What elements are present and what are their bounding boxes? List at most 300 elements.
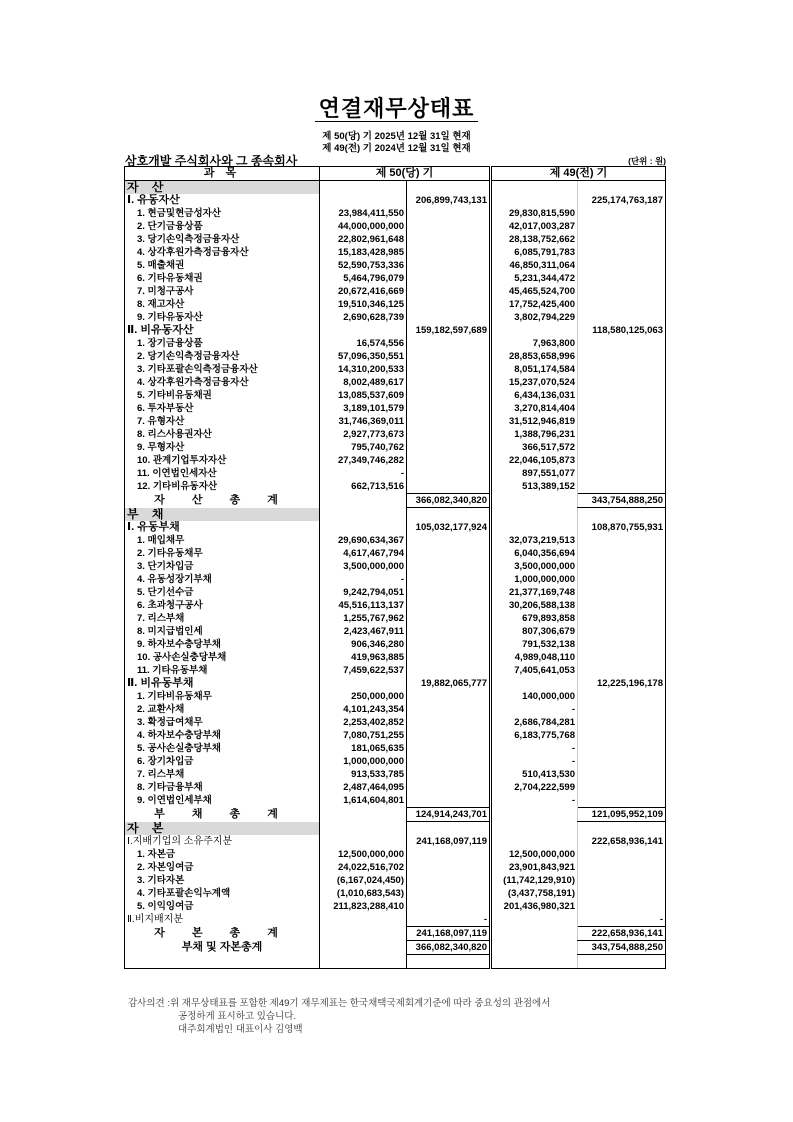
cell: [407, 415, 491, 428]
audit-opinion-line-3: 대주회계법인 대표이사 김영백: [178, 1024, 303, 1035]
line-item-prior: 6,085,791,783: [491, 246, 578, 259]
cell: [407, 794, 491, 808]
line-item-row: [125, 311, 666, 324]
line-item-prior: 3,802,794,229: [491, 311, 578, 324]
total-liabilities-row: [125, 808, 666, 822]
cell: [578, 625, 666, 638]
cell: [578, 207, 666, 220]
cell: [407, 573, 491, 586]
equity-section-row: [125, 822, 666, 836]
closing-cell: [578, 955, 666, 969]
line-item-label: 3. 기타포괄손익측정금융자산: [125, 363, 320, 376]
line-item-prior: 22,046,105,873: [491, 454, 578, 467]
line-item-row: [125, 573, 666, 586]
grand-total-current: 366,082,340,820: [407, 941, 491, 955]
line-item-current: 2,423,467,911: [320, 625, 407, 638]
line-item-row: [125, 363, 666, 376]
line-item-label: 2. 단기금융상품: [125, 220, 320, 233]
cell: [491, 677, 578, 690]
total-label: 자 산 총 계: [125, 494, 320, 508]
cell: [578, 181, 666, 195]
line-item-label: 7. 유형자산: [125, 415, 320, 428]
line-item-current: 57,096,350,551: [320, 350, 407, 363]
line-item-current: 24,022,516,702: [320, 861, 407, 874]
cell: [320, 494, 407, 508]
line-item-row: [125, 272, 666, 285]
cell: [407, 246, 491, 259]
section-label: 자 산: [125, 181, 320, 195]
prior-period: 제 49(전) 기 2024년 12월 31일 현재: [322, 143, 471, 154]
line-item-current: 5,464,796,079: [320, 272, 407, 285]
cell: [578, 573, 666, 586]
cell: [578, 376, 666, 389]
closing-cell: [491, 955, 578, 969]
line-item-current: 31,746,369,011: [320, 415, 407, 428]
line-item-label: 8. 미지급법인세: [125, 625, 320, 638]
line-item-row: [125, 742, 666, 755]
cell: [578, 822, 666, 836]
line-item-label: 4. 상각후원가측정금융자산: [125, 246, 320, 259]
group-label: Ⅰ. 유동부채: [125, 521, 320, 534]
cell: [320, 324, 407, 337]
line-item-prior: 807,306,679: [491, 625, 578, 638]
cell: [407, 560, 491, 573]
line-item-label: 2. 당기손익측정금융자산: [125, 350, 320, 363]
line-item-current: 795,740,762: [320, 441, 407, 454]
line-item-prior: 140,000,000: [491, 690, 578, 703]
line-item-label: 2. 기타유동채무: [125, 547, 320, 560]
cell: [578, 612, 666, 625]
line-item-label: 3. 당기손익측정금융자산: [125, 233, 320, 246]
line-item-row: [125, 246, 666, 259]
group-total-current: 241,168,097,119: [407, 835, 491, 848]
cell: [578, 874, 666, 887]
line-item-label: 6. 장기차입금: [125, 755, 320, 768]
line-item-label: 1. 기타비유동채무: [125, 690, 320, 703]
cell: [407, 402, 491, 415]
line-item-current: 7,080,751,255: [320, 729, 407, 742]
line-item-prior: 2,686,784,281: [491, 716, 578, 729]
parent-equity-row: [125, 835, 666, 848]
line-item-prior: 7,963,800: [491, 337, 578, 350]
line-item-current: 9,242,794,051: [320, 586, 407, 599]
cell: [491, 181, 578, 195]
line-item-label: 2. 자본잉여금: [125, 861, 320, 874]
nci-current: -: [407, 913, 491, 927]
line-item-current: 13,085,537,609: [320, 389, 407, 402]
total-label: 부 채 총 계: [125, 808, 320, 822]
group-total-prior: 108,870,755,931: [578, 521, 666, 534]
cell: [578, 454, 666, 467]
closing-cell: [320, 955, 407, 969]
group-total-prior: 222,658,936,141: [578, 835, 666, 848]
line-item-row: [125, 586, 666, 599]
line-item-prior: -: [491, 703, 578, 716]
cell: [491, 927, 578, 941]
line-item-row: [125, 402, 666, 415]
cell: [407, 861, 491, 874]
line-item-current: 7,459,622,537: [320, 664, 407, 677]
line-item-label: 9. 하자보수충당부채: [125, 638, 320, 651]
closing-row: [125, 955, 666, 969]
total-prior: 222,658,936,141: [578, 927, 666, 941]
line-item-current: 2,690,628,739: [320, 311, 407, 324]
line-item-label: 7. 미청구공사: [125, 285, 320, 298]
closing-cell: [125, 955, 320, 969]
cell: [407, 311, 491, 324]
line-item-current: 45,516,113,137: [320, 599, 407, 612]
line-item-label: 6. 초과청구공사: [125, 599, 320, 612]
line-item-row: [125, 259, 666, 272]
line-item-prior: 513,389,152: [491, 480, 578, 494]
line-item-prior: 679,893,858: [491, 612, 578, 625]
line-item-label: 7. 리스부채: [125, 612, 320, 625]
cell: [578, 755, 666, 768]
liabilities-section-row: [125, 508, 666, 522]
cell: [320, 194, 407, 207]
nci-prior: -: [578, 913, 666, 927]
line-item-prior: -: [491, 755, 578, 768]
line-item-row: [125, 220, 666, 233]
group-label: Ⅰ.지배기업의 소유주지분: [125, 835, 320, 848]
cell: [407, 441, 491, 454]
line-item-row: [125, 441, 666, 454]
cell: [578, 363, 666, 376]
line-item-current: 4,101,243,354: [320, 703, 407, 716]
line-item-row: [125, 547, 666, 560]
line-item-current: 29,690,634,367: [320, 534, 407, 547]
grand-total-label: 부채 및 자본총계: [125, 941, 320, 955]
line-item-row: [125, 900, 666, 913]
cell: [407, 467, 491, 480]
line-item-current: 22,802,961,648: [320, 233, 407, 246]
group-total-prior: 118,580,125,063: [578, 324, 666, 337]
line-item-row: [125, 794, 666, 808]
line-item-row: [125, 454, 666, 467]
line-item-current: 1,255,767,962: [320, 612, 407, 625]
current-period: 제 50(당) 기 2025년 12월 31일 현재: [322, 131, 471, 142]
line-item-row: [125, 781, 666, 794]
current-liabilities-row: [125, 521, 666, 534]
cell: [578, 337, 666, 350]
cell: [320, 835, 407, 848]
line-item-prior: 366,517,572: [491, 441, 578, 454]
cell: [578, 781, 666, 794]
audit-opinion-line-1: 감사의견 :위 재무상태표를 포함한 제49기 재무제표는 한국채택국제회계기준에 따라 중요성의 관점에서: [128, 998, 551, 1009]
line-item-row: [125, 861, 666, 874]
line-item-prior: 510,413,530: [491, 768, 578, 781]
grand-total-prior: 343,754,888,250: [578, 941, 666, 955]
line-item-current: 16,574,556: [320, 337, 407, 350]
total-label: 자 본 총 계: [125, 927, 320, 941]
section-label: 부 채: [125, 508, 320, 522]
line-item-prior: 29,830,815,590: [491, 207, 578, 220]
cell: [407, 638, 491, 651]
cell: [578, 887, 666, 900]
line-item-label: 2. 교환사채: [125, 703, 320, 716]
line-item-current: 3,189,101,579: [320, 402, 407, 415]
cell: [578, 508, 666, 522]
line-item-label: 6. 기타유동채권: [125, 272, 320, 285]
line-item-row: [125, 612, 666, 625]
cell: [578, 794, 666, 808]
cell: [407, 350, 491, 363]
line-item-prior: 8,051,174,584: [491, 363, 578, 376]
cell: [407, 822, 491, 836]
cell: [407, 586, 491, 599]
cell: [578, 729, 666, 742]
cell: [491, 835, 578, 848]
cell: [320, 927, 407, 941]
cell: [407, 781, 491, 794]
line-item-label: 3. 확정급여채무: [125, 716, 320, 729]
line-item-row: [125, 690, 666, 703]
noncurrent-liabilities-row: [125, 677, 666, 690]
assets-section-row: [125, 181, 666, 195]
cell: [407, 651, 491, 664]
line-item-current: 4,617,467,794: [320, 547, 407, 560]
line-item-current: -: [320, 467, 407, 480]
line-item-prior: 31,512,946,819: [491, 415, 578, 428]
line-item-row: [125, 874, 666, 887]
line-item-prior: 42,017,003,287: [491, 220, 578, 233]
line-item-prior: 21,377,169,748: [491, 586, 578, 599]
line-item-row: [125, 716, 666, 729]
cell: [491, 822, 578, 836]
cell: [407, 181, 491, 195]
cell: [407, 428, 491, 441]
total-prior: 343,754,888,250: [578, 494, 666, 508]
group-total-current: 159,182,597,689: [407, 324, 491, 337]
cell: [491, 521, 578, 534]
line-item-label: 9. 기타유동자산: [125, 311, 320, 324]
line-item-label: 8. 기타금융부채: [125, 781, 320, 794]
line-item-prior: 6,434,136,031: [491, 389, 578, 402]
line-item-prior: (11,742,129,910): [491, 874, 578, 887]
cell: [578, 768, 666, 781]
line-item-current: 27,349,746,282: [320, 454, 407, 467]
cell: [578, 900, 666, 913]
cell: [578, 534, 666, 547]
line-item-current: -: [320, 573, 407, 586]
header-current: 제 50(당) 기: [320, 167, 491, 181]
audit-opinion-line-2: 공정하게 표시하고 있습니다.: [178, 1011, 297, 1022]
cell: [320, 677, 407, 690]
line-item-row: [125, 467, 666, 480]
line-item-label: 10. 공사손실충당부채: [125, 651, 320, 664]
cell: [578, 389, 666, 402]
line-item-row: [125, 389, 666, 402]
line-item-prior: 28,853,658,996: [491, 350, 578, 363]
cell: [578, 402, 666, 415]
cell: [578, 638, 666, 651]
cell: [578, 716, 666, 729]
header-item: 과 목: [125, 167, 320, 181]
cell: [578, 220, 666, 233]
line-item-prior: 28,138,752,662: [491, 233, 578, 246]
line-item-current: 2,487,464,095: [320, 781, 407, 794]
line-item-current: 1,000,000,000: [320, 755, 407, 768]
line-item-label: 11. 기타유동부채: [125, 664, 320, 677]
line-item-label: 12. 기타비유동자산: [125, 480, 320, 494]
line-item-current: 419,963,885: [320, 651, 407, 664]
cell: [578, 285, 666, 298]
line-item-current: 662,713,516: [320, 480, 407, 494]
cell: [407, 625, 491, 638]
line-item-label: 1. 현금및현금성자산: [125, 207, 320, 220]
cell: [407, 768, 491, 781]
cell: [578, 259, 666, 272]
line-item-prior: 32,073,219,513: [491, 534, 578, 547]
group-label: Ⅱ. 비유동자산: [125, 324, 320, 337]
cell: [578, 651, 666, 664]
line-item-row: [125, 350, 666, 363]
line-item-current: 8,002,489,617: [320, 376, 407, 389]
line-item-prior: 30,206,588,138: [491, 599, 578, 612]
noncurrent-assets-row: [125, 324, 666, 337]
line-item-current: 20,672,416,669: [320, 285, 407, 298]
cell: [320, 521, 407, 534]
cell: [407, 508, 491, 522]
cell: [578, 690, 666, 703]
line-item-label: 5. 단기선수금: [125, 586, 320, 599]
line-item-row: [125, 337, 666, 350]
cell: [578, 441, 666, 454]
cell: [578, 350, 666, 363]
line-item-prior: 5,231,344,472: [491, 272, 578, 285]
line-item-prior: 6,183,775,768: [491, 729, 578, 742]
line-item-current: 906,346,280: [320, 638, 407, 651]
cell: [407, 233, 491, 246]
cell: [407, 716, 491, 729]
cell: [407, 900, 491, 913]
line-item-prior: -: [491, 742, 578, 755]
cell: [320, 913, 407, 927]
cell: [491, 941, 578, 955]
cell: [407, 612, 491, 625]
line-item-prior: 1,388,796,231: [491, 428, 578, 441]
total-assets-row: [125, 494, 666, 508]
unit-label: (단위 : 원): [628, 156, 666, 166]
line-item-row: [125, 480, 666, 494]
cell: [578, 233, 666, 246]
cell: [578, 703, 666, 716]
company-name: 삼호개발 주식회사와 그 종속회사: [125, 154, 298, 168]
cell: [407, 887, 491, 900]
line-item-prior: 201,436,980,321: [491, 900, 578, 913]
cell: [578, 861, 666, 874]
cell: [407, 534, 491, 547]
line-item-row: [125, 376, 666, 389]
line-item-label: 1. 매입채무: [125, 534, 320, 547]
group-total-prior: 12,225,196,178: [578, 677, 666, 690]
group-total-prior: 225,174,763,187: [578, 194, 666, 207]
cell: [407, 389, 491, 402]
cell: [407, 729, 491, 742]
total-current: 241,168,097,119: [407, 927, 491, 941]
line-item-label: 8. 리스사용권자산: [125, 428, 320, 441]
cell: [578, 560, 666, 573]
line-item-row: [125, 887, 666, 900]
line-item-current: 211,823,288,410: [320, 900, 407, 913]
cell: [578, 272, 666, 285]
line-item-current: 15,183,428,985: [320, 246, 407, 259]
line-item-row: [125, 207, 666, 220]
line-item-prior: 4,989,048,110: [491, 651, 578, 664]
line-item-label: 4. 하자보수충당부채: [125, 729, 320, 742]
cell: [407, 547, 491, 560]
line-item-prior: 6,040,356,694: [491, 547, 578, 560]
nci-label: Ⅱ.비지배지분: [125, 913, 320, 927]
line-item-label: 5. 이익잉여금: [125, 900, 320, 913]
cell: [578, 664, 666, 677]
line-item-current: 52,590,753,336: [320, 259, 407, 272]
cell: [578, 586, 666, 599]
line-item-prior: 2,704,222,599: [491, 781, 578, 794]
line-item-current: 250,000,000: [320, 690, 407, 703]
line-item-prior: (3,437,758,191): [491, 887, 578, 900]
cell: [320, 822, 407, 836]
cell: [491, 913, 578, 927]
cell: [407, 874, 491, 887]
cell: [578, 298, 666, 311]
cell: [578, 428, 666, 441]
line-item-prior: 15,237,070,524: [491, 376, 578, 389]
document-title: [0, 97, 793, 121]
cell: [407, 337, 491, 350]
cell: [407, 363, 491, 376]
line-item-label: 9. 무형자산: [125, 441, 320, 454]
cell: [407, 298, 491, 311]
line-item-label: 3. 기타자본: [125, 874, 320, 887]
line-item-label: 8. 재고자산: [125, 298, 320, 311]
line-item-row: [125, 729, 666, 742]
total-equity-row: [125, 927, 666, 941]
cell: [578, 311, 666, 324]
cell: [407, 703, 491, 716]
line-item-row: [125, 534, 666, 547]
group-total-current: 105,032,177,924: [407, 521, 491, 534]
line-item-prior: -: [491, 794, 578, 808]
cell: [407, 755, 491, 768]
line-item-label: 4. 상각후원가측정금융자산: [125, 376, 320, 389]
line-item-row: [125, 638, 666, 651]
cell: [407, 848, 491, 861]
line-item-current: 12,500,000,000: [320, 848, 407, 861]
line-item-label: 5. 매출채권: [125, 259, 320, 272]
cell: [578, 415, 666, 428]
line-item-current: (1,010,683,543): [320, 887, 407, 900]
line-item-prior: 12,500,000,000: [491, 848, 578, 861]
line-item-prior: 45,465,524,700: [491, 285, 578, 298]
section-label: 자 본: [125, 822, 320, 836]
line-item-row: [125, 848, 666, 861]
cell: [407, 454, 491, 467]
line-item-prior: 17,752,425,400: [491, 298, 578, 311]
line-item-current: 913,533,785: [320, 768, 407, 781]
line-item-label: 5. 공사손실충당부채: [125, 742, 320, 755]
nci-row: [125, 913, 666, 927]
cell: [407, 376, 491, 389]
cell: [491, 324, 578, 337]
line-item-current: 3,500,000,000: [320, 560, 407, 573]
audit-opinion: [128, 997, 550, 1036]
cell: [578, 480, 666, 494]
cell: [491, 808, 578, 822]
table-header-row: [125, 167, 666, 181]
line-item-prior: 46,850,311,064: [491, 259, 578, 272]
line-item-row: [125, 599, 666, 612]
